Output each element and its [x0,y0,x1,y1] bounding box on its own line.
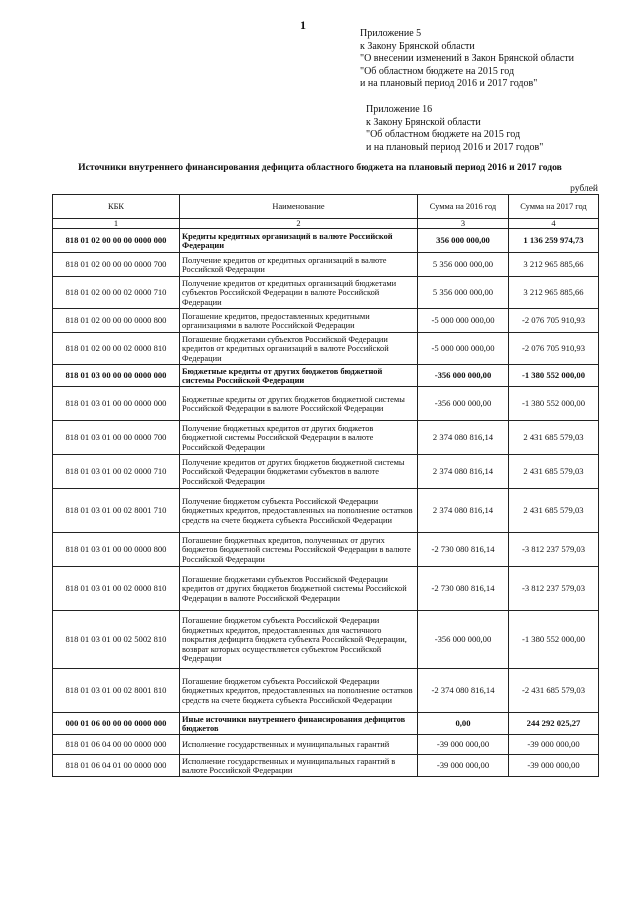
sum-2017-cell: -39 000 000,00 [509,755,599,777]
name-cell: Кредиты кредитных организаций в валюте Российской Федерации [180,229,418,253]
table-row [53,309,599,333]
table-row [53,669,599,713]
name-cell: Получение бюджетом субъекта Российской Федерации бюджетных кредитов, предоставленных на пополнение остатков средств на счете бюджета субъекта Российской Федерации [180,489,418,533]
name-cell: Погашение бюджетами субъектов Российской Федерации кредитов от кредитных организаций в валюте Российской Федерации [180,333,418,365]
annex-line: Приложение 5 [360,28,422,39]
name-cell: Иные источники внутреннего финансирования дефицитов бюджетов [180,713,418,735]
sum-2016-cell: -356 000 000,00 [418,611,509,669]
annex-line: "О внесении изменений в Закон Брянской области [360,53,575,64]
kbk-cell: 818 01 03 01 00 00 0000 700 [53,421,180,455]
name-cell: Погашение кредитов, предоставленных кредитными организациями в валюте Российской Федерации [180,309,418,333]
kbk-cell: 818 01 06 04 00 00 0000 000 [53,735,180,755]
sum-2017-cell: -3 812 237 579,03 [509,533,599,567]
table-row [53,229,599,253]
kbk-cell: 818 01 02 00 00 02 0000 810 [53,333,180,365]
sum-2016-cell: -39 000 000,00 [418,755,509,777]
sum-2017-cell: -1 380 552 000,00 [509,611,599,669]
table-row [53,611,599,669]
table-row [53,387,599,421]
financing-sources-table [52,194,599,777]
kbk-cell: 818 01 03 01 00 02 5002 810 [53,611,180,669]
header-sum-2017: Сумма на 2017 год [509,195,599,219]
annex-line: "Об областном бюджете на 2015 год [366,129,521,140]
name-cell: Погашение бюджетом субъекта Российской Федерации бюджетных кредитов, предоставленных для частичного покрытия дефицита бюджета субъекта Российской Федерации, возврат которых осуществляется субъектом Российской Федерации [180,611,418,669]
sum-2016-cell: -39 000 000,00 [418,735,509,755]
sum-2016-cell: 356 000 000,00 [418,229,509,253]
table-row [53,421,599,455]
name-cell: Погашение бюджетом субъекта Российской Федерации бюджетных кредитов, предоставленных на пополнение остатков средств на счете бюджета субъекта Российской Федерации [180,669,418,713]
table-row [53,567,599,611]
header-number: 1 [53,219,180,229]
name-cell: Получение бюджетных кредитов от других бюджетов бюджетной системы Российской Федерации в валюте Российской Федерации [180,421,418,455]
sum-2016-cell: -5 000 000 000,00 [418,333,509,365]
kbk-cell: 818 01 03 01 00 02 0000 810 [53,567,180,611]
sum-2017-cell: -39 000 000,00 [509,735,599,755]
kbk-cell: 818 01 03 00 00 00 0000 000 [53,365,180,387]
name-cell: Погашение бюджетами субъектов Российской Федерации кредитов от других бюджетов бюджетной системы Российской Федерации в валюте Российской Федерации [180,567,418,611]
table-row [53,277,599,309]
sum-2017-cell: -2 431 685 579,03 [509,669,599,713]
annex-line: к Закону Брянской области [360,40,475,52]
units-label: рублей [570,184,598,194]
sum-2017-cell: -1 380 552 000,00 [509,365,599,387]
sum-2016-cell: 5 356 000 000,00 [418,277,509,309]
sum-2016-cell: 2 374 080 816,14 [418,421,509,455]
sum-2016-cell: 2 374 080 816,14 [418,455,509,489]
kbk-cell: 818 01 06 04 01 00 0000 000 [53,755,180,777]
name-cell: Бюджетные кредиты от других бюджетов бюджетной системы Российской Федерации в валюте Российской Федерации [180,387,418,421]
sum-2016-cell: 5 356 000 000,00 [418,253,509,277]
table-row [53,365,599,387]
table-row [53,489,599,533]
header-kbk: КБК [53,195,180,219]
sum-2017-cell: -3 812 237 579,03 [509,567,599,611]
table-row [53,253,599,277]
sum-2016-cell: -5 000 000 000,00 [418,309,509,333]
sum-2017-cell: 2 431 685 579,03 [509,455,599,489]
sum-2017-cell: -1 380 552 000,00 [509,387,599,421]
sum-2016-cell: 2 374 080 816,14 [418,489,509,533]
kbk-cell: 818 01 03 01 00 00 0000 000 [53,387,180,421]
kbk-cell: 000 01 06 00 00 00 0000 000 [53,713,180,735]
header-sum-2016: Сумма на 2016 год [418,195,509,219]
sum-2017-cell: 2 431 685 579,03 [509,489,599,533]
table-row [53,713,599,735]
kbk-cell: 818 01 03 01 00 02 8001 710 [53,489,180,533]
table-row [53,333,599,365]
annex-16-reference [366,104,543,154]
table-row [53,533,599,567]
kbk-cell: 818 01 02 00 00 00 0000 000 [53,229,180,253]
kbk-cell: 818 01 02 00 00 02 0000 710 [53,277,180,309]
name-cell: Получение кредитов от кредитных организаций бюджетами субъектов Российской Федерации в валюте Российской Федерации [180,277,418,309]
page-number: 1 [300,18,306,32]
name-cell: Исполнение государственных и муниципальных гарантий в валюте Российской Федерации [180,755,418,777]
sum-2017-cell: -2 076 705 910,93 [509,333,599,365]
header-name: Наименование [180,195,418,219]
table-body [53,229,599,777]
sum-2017-cell: 2 431 685 579,03 [509,421,599,455]
kbk-cell: 818 01 02 00 00 00 0000 800 [53,309,180,333]
annex-line: Приложение 16 [366,104,433,115]
sum-2017-cell: -2 076 705 910,93 [509,309,599,333]
annex-line: "Об областном бюджете на 2015 год [360,65,515,77]
sum-2016-cell: 0,00 [418,713,509,735]
annex-5-reference [360,28,574,91]
sum-2016-cell: -356 000 000,00 [418,365,509,387]
annex-line: к Закону Брянской области [366,116,481,128]
header-number: 2 [180,219,418,229]
sum-2016-cell: -2 730 080 816,14 [418,533,509,567]
table-row [53,455,599,489]
header-number: 4 [509,219,599,229]
sum-2017-cell: 1 136 259 974,73 [509,229,599,253]
sum-2016-cell: -2 374 080 816,14 [418,669,509,713]
name-cell: Получение кредитов от других бюджетов бюджетной системы Российской Федерации бюджетами субъектов в валюте Российской Федерации [180,455,418,489]
name-cell: Получение кредитов от кредитных организаций в валюте Российской Федерации [180,253,418,277]
kbk-cell: 818 01 03 01 00 02 8001 810 [53,669,180,713]
header-number: 3 [418,219,509,229]
sum-2017-cell: 244 292 025,27 [509,713,599,735]
sum-2017-cell: 3 212 965 885,66 [509,277,599,309]
name-cell: Бюджетные кредиты от других бюджетов бюджетной системы Российской Федерации [180,365,418,387]
document-title: Источники внутреннего финансирования дефицита областного бюджета на плановый период 2016 и 2017 годов [78,162,562,173]
table-row [53,735,599,755]
annex-line: и на плановый период 2016 и 2017 годов" [360,78,538,89]
kbk-cell: 818 01 02 00 00 00 0000 700 [53,253,180,277]
kbk-cell: 818 01 03 01 00 02 0000 710 [53,455,180,489]
name-cell: Исполнение государственных и муниципальных гарантий [180,735,418,755]
name-cell: Погашение бюджетных кредитов, полученных от других бюджетов бюджетной системы Российской Федерации в валюте Российской Федерации [180,533,418,567]
kbk-cell: 818 01 03 01 00 00 0000 800 [53,533,180,567]
sum-2016-cell: -356 000 000,00 [418,387,509,421]
table-row [53,755,599,777]
annex-line: и на плановый период 2016 и 2017 годов" [366,141,544,153]
sum-2017-cell: 3 212 965 885,66 [509,253,599,277]
sum-2016-cell: -2 730 080 816,14 [418,567,509,611]
